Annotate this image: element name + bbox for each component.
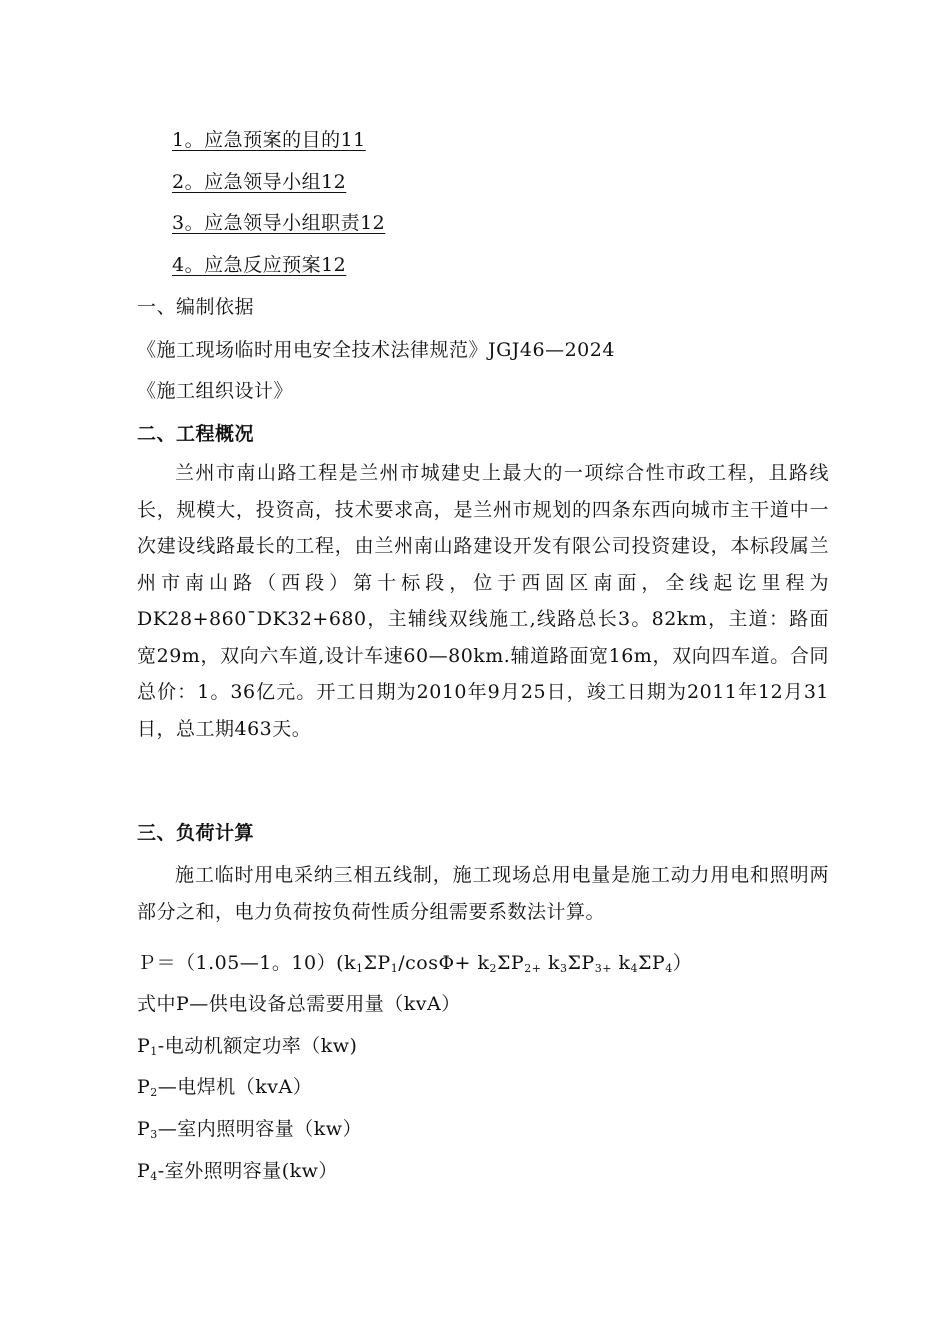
formula-k2-sub: 2 xyxy=(489,962,497,975)
formula-k3-pre: k xyxy=(541,952,560,974)
reference-spec: 《施工现场临时用电安全技术法律规范》JGJ46—2024 xyxy=(137,339,615,361)
formula-close: ） xyxy=(672,952,693,974)
formula-p3-sub: 3+ xyxy=(594,962,612,975)
formula-sum3: ΣP xyxy=(567,952,595,974)
toc-item-purpose[interactable]: 1。应急预案的目的11 xyxy=(172,129,366,151)
toc-item-leading-group[interactable]: 2。应急领导小组12 xyxy=(172,171,347,193)
toc-item-group-duties[interactable]: 3。应急领导小组职责12 xyxy=(172,212,386,234)
reference-design: 《施工组织设计》 xyxy=(137,380,294,402)
definition-p2-text: —电焊机（kvA） xyxy=(157,1076,313,1098)
definition-p3-symbol: P xyxy=(137,1118,151,1140)
formula-p1-sub: 1 xyxy=(390,962,399,975)
definition-p3-text: —室内照明容量（kw） xyxy=(157,1118,363,1140)
definition-p4 xyxy=(137,1157,338,1191)
formula-k1-sub: 1 xyxy=(356,962,364,975)
definition-p4-sub: 4 xyxy=(150,1170,158,1183)
definition-p4-text: -室外照明容量(kw） xyxy=(157,1160,338,1182)
project-overview-paragraph: 兰州市南山路工程是兰州市城建史上最大的一项综合性市政工程，且路线长，规模大，投资高，技术要求高，是兰州市规划的四条东西向城市主干道中一次建设线路最长的工程，由兰州南山路建设开发有限公司投资建设，本标段属兰州市南山路（西段）第十标段，位于西固区南面，全线起讫里程为DK28+860¯DK32+680，主辅线双线施工,线路总长3。82km，主道：路面宽29m，双向六车道,设计车速60—80km.辅道路面宽16m，双向四车道。合同总价：1。36亿元。开工日期为2010年9月25日，竣工日期为2011年12月31日，总工期463天。 xyxy=(137,462,829,740)
formula-lead: Ｐ＝（1.05—1。10）(k xyxy=(137,952,356,974)
load-calc-paragraph: 施工临时用电采纳三相五线制，施工现场总用电量是施工动力用电和照明两部分之和，电力负荷按负荷性质分组需要系数法计算。 xyxy=(137,864,829,923)
definition-p1-text: -电动机额定功率（kw) xyxy=(157,1035,358,1057)
definition-p1-sub: 1 xyxy=(150,1045,158,1058)
definition-p2-symbol: P xyxy=(137,1076,151,1098)
formula-sum4: ΣP xyxy=(638,952,666,974)
formula-cos: /cosΦ+ k xyxy=(398,952,490,974)
definition-p3 xyxy=(137,1115,362,1149)
toc-item-response-plan[interactable]: 4。应急反应预案12 xyxy=(172,254,347,276)
formula-k4-pre: k xyxy=(611,952,631,974)
formula-p2-sub: 2+ xyxy=(524,962,542,975)
definition-p2-sub: 2 xyxy=(150,1086,158,1099)
section2-heading: 二、工程概况 xyxy=(137,423,255,445)
formula-sum1: ΣP xyxy=(363,952,391,974)
definition-p1 xyxy=(137,1032,357,1066)
load-formula xyxy=(137,949,692,983)
definition-p4-symbol: P xyxy=(137,1160,151,1182)
formula-p4-sub: 4 xyxy=(665,962,673,975)
definition-p1-symbol: P xyxy=(137,1035,151,1057)
definition-p2 xyxy=(137,1073,312,1107)
definition-p-total: 式中P—供电设备总需要用量（kvA） xyxy=(137,993,461,1015)
definition-p3-sub: 3 xyxy=(150,1128,158,1141)
formula-k4-sub: 4 xyxy=(630,962,638,975)
section3-heading: 三、负荷计算 xyxy=(137,822,255,844)
formula-sum2: ΣP xyxy=(497,952,525,974)
formula-k3-sub: 3 xyxy=(560,962,568,975)
section1-heading: 一、编制依据 xyxy=(137,296,255,318)
